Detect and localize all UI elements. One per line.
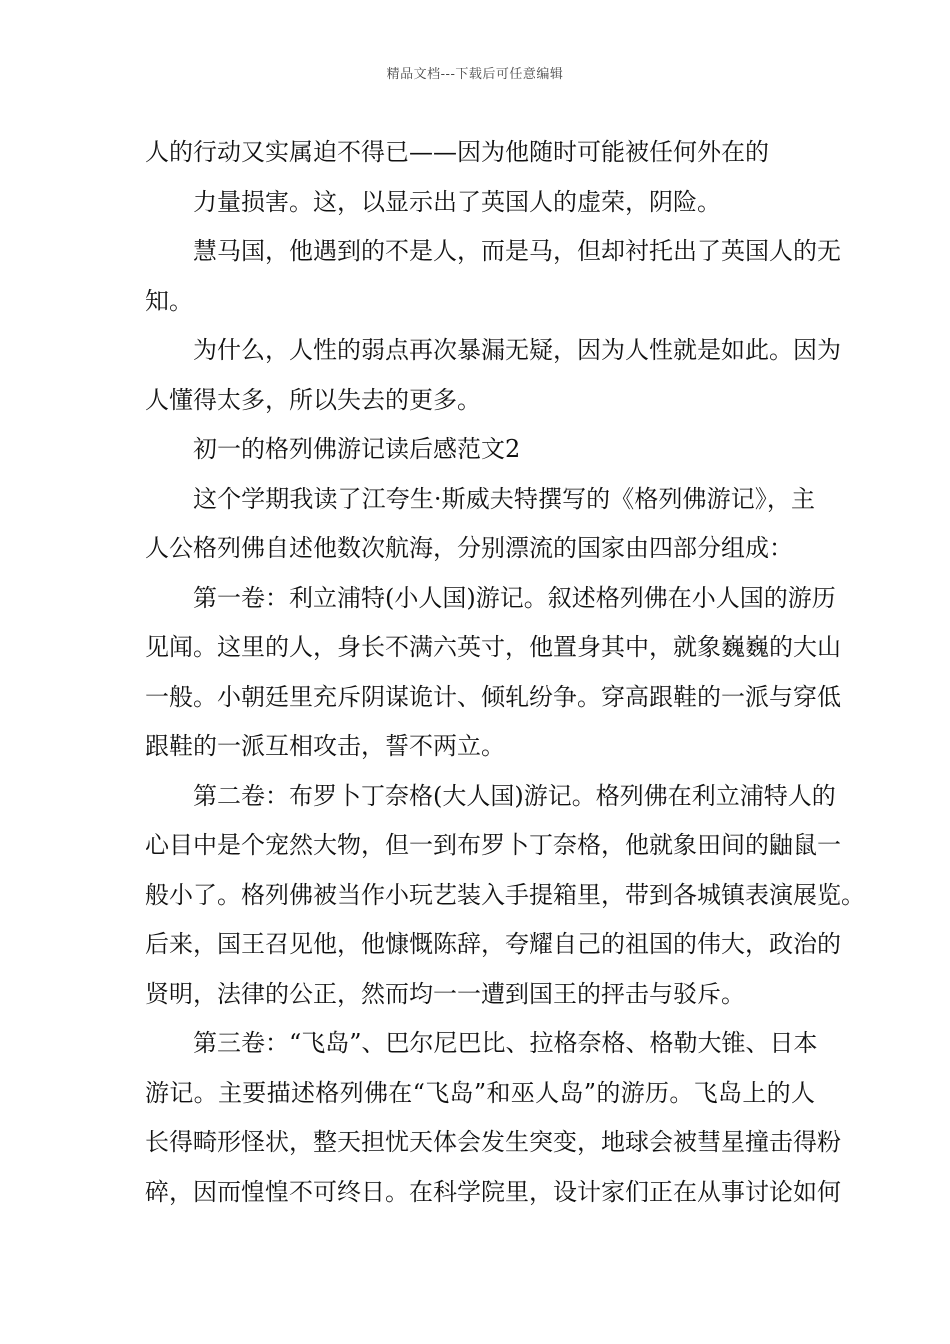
text-line: 人懂得太多，所以失去的更多。	[145, 385, 481, 414]
text-line: 游记。主要描述格列佛在“飞岛”和巫人岛”的游历。飞岛上的人	[145, 1078, 815, 1107]
text-line: 见闻。这里的人，身长不满六英寸，他置身其中，就象巍巍的大山	[145, 633, 841, 661]
text-line: 第三卷：“飞岛”、巴尔尼巴比、拉格奈格、格勒大锥、日本	[193, 1029, 818, 1057]
text-line: 般小了。格列佛被当作小玩艺装入手提箱里，带到各城镇表演展览。	[145, 880, 865, 909]
text-line: 后来，国王召见他，他慷慨陈辞，夸耀自己的祖国的伟大，政治的	[145, 930, 841, 958]
text-line: 人的行动又实属迫不得已——因为他随时可能被任何外在的	[145, 138, 769, 166]
text-line: 力量损害。这，以显示出了英国人的虚荣，阴险。	[193, 187, 721, 216]
text-line: 贤明，法律的公正，然而均一一遭到国王的抨击与驳斥。	[145, 979, 745, 1008]
text-line: 心目中是个宠然大物，但一到布罗卜丁奈格，他就象田间的鼬鼠一	[145, 831, 841, 859]
text-line: 第一卷：利立浦特(小人国)游记。叙述格列佛在小人国的游历	[193, 583, 836, 612]
text-line: 为什么，人性的弱点再次暴漏无疑，因为人性就是如此。因为	[193, 336, 841, 364]
text-line: 慧马国，他遇到的不是人，而是马，但却衬托出了英国人的无	[193, 237, 841, 265]
text-line: 第二卷：布罗卜丁奈格(大人国)游记。格列佛在利立浦特人的	[193, 781, 836, 810]
text-line: 这个学期我读了江夸生·斯威夫特撰写的《格列佛游记》，主	[193, 484, 815, 513]
text-line: 跟鞋的一派互相攻击，誓不两立。	[145, 732, 505, 760]
text-line: 一般。小朝廷里充斥阴谋诡计、倾轧纷争。穿高跟鞋的一派与穿低	[145, 682, 841, 711]
text-line: 长得畸形怪状，整天担忧天体会发生突变，地球会被彗星撞击得粉	[145, 1128, 841, 1156]
page-header: 精品文档---下载后可任意编辑	[386, 67, 564, 82]
text-line: 初一的格列佛游记读后感范文2	[193, 435, 521, 463]
document-body	[145, 128, 865, 1217]
text-line: 碎，因而惶惶不可终日。在科学院里，设计家们正在从事讨论如何	[145, 1177, 841, 1206]
text-line: 人公格列佛自述他数次航海，分别漂流的国家由四部分组成：	[145, 534, 793, 562]
text-line: 知。	[145, 286, 193, 315]
